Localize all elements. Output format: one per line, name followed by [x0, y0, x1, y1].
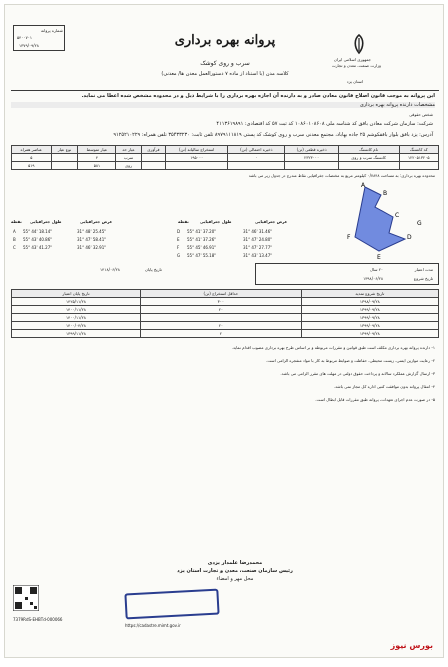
- qr-code-icon: [13, 585, 39, 611]
- schedule-header: [12, 290, 439, 298]
- mineral-table-header: [12, 146, 439, 154]
- validity-duration-value: ۲۰ سال: [369, 267, 383, 272]
- cell: ۴: [78, 154, 116, 162]
- col-header: کد کانسنگ: [399, 146, 439, 154]
- seal-caption: محل مهر و امضاء: [216, 576, 254, 582]
- coord-header-lon: طول جغرافیایی: [200, 219, 232, 224]
- coord-lat: 31° 47' 58.41": [77, 237, 107, 242]
- coord-header-point: نقطه: [11, 219, 22, 224]
- cell: سرب: [116, 154, 141, 162]
- cell: ۱۳۹۹/۰۹/۲۸: [301, 314, 438, 322]
- serial-value: ۵۴۰۰۷۰۱: [17, 35, 33, 40]
- cell: [51, 154, 78, 162]
- cell: ۲۰: [140, 322, 301, 330]
- ministry-line1: جمهوری اسلامی ایران: [333, 57, 371, 62]
- area-note: محدوده بهره برداری: به مساحت ۰/۷۸۴۸ کیلومتر مربع به مختصات جغرافیایی نقاط مندرج در جدول زیر می باشد: [248, 173, 435, 178]
- coord-point: D: [177, 229, 181, 234]
- schedule-table: [11, 289, 439, 338]
- verify-url[interactable]: https://cadastre.mimt.gov.ir: [125, 623, 181, 628]
- col-header: حداقل استخراج (تن): [140, 290, 301, 298]
- coord-lat: 31° 47' 24.80": [243, 237, 273, 242]
- coord-point: G: [177, 253, 181, 258]
- cell: [338, 162, 399, 170]
- condition-item: ۴- انتقال پروانه بدون موافقت کتبی اداره کل مجاز نمی باشد.: [333, 384, 435, 389]
- province: استان یزد: [346, 79, 363, 84]
- cell: ۲۰: [140, 306, 301, 314]
- validity-start-label: تاریخ شروع: [413, 276, 433, 281]
- page-title: پروانه بهره برداری: [174, 33, 276, 48]
- cell: ۱۴۲۵/۱۱/۲۸: [12, 298, 141, 306]
- area-map: [335, 181, 431, 261]
- col-header: تاریخ شروع تمدید: [301, 290, 438, 298]
- cell: ۱۴۰۰/۱۱/۲۸: [12, 306, 141, 314]
- condition-item: ۳- ارسال گزارش عملکرد سالانه و پرداخت حقوق دولتی در مهلت های مقرر الزامی می باشد.: [280, 371, 435, 376]
- cell: ۰: [228, 154, 285, 162]
- deposit-name: سرب و روی کوشک: [200, 60, 250, 67]
- address-line: آدرس: یزد بافق بلوار بافقکوشم ۲۵ جاده بهاباد، مجتمع معدنی سرب و روی کوشک کد پستی ۸۹۷۹۱۱۱۸۱۹ تلفن ثابت: ۳۵۴۳۳۲۳۰ تلفن همراه: ۹۱۲۵۲۱۰۲۲۹: [113, 132, 433, 138]
- cell: کانسنگ سرب و روی: [338, 154, 399, 162]
- condition-item: ۵- در صورت عدم اجرای تعهدات، پروانه طبق مقررات قابل ابطال است.: [315, 397, 435, 402]
- license-document: [4, 4, 444, 658]
- cell: [166, 162, 228, 170]
- emblem-icon: [348, 33, 370, 55]
- legal-entity-tag: شخص حقوقی: [409, 112, 433, 117]
- col-header: عیار متوسط: [78, 146, 116, 154]
- coord-point: A: [13, 229, 16, 234]
- signer-title: رئیس سازمان صنعت، معدن و تجارت استان یزد: [177, 568, 293, 574]
- cell: ۲: [140, 330, 301, 338]
- validity-duration-label: مدت اعتبار: [414, 267, 433, 272]
- signer-name: محمدرضا علمدار یزدی: [207, 560, 263, 566]
- mineral-table: [11, 145, 439, 170]
- barcode-id: 7379RdS-EHBTd-000066: [13, 617, 63, 622]
- map-point-label: B: [383, 190, 388, 197]
- coord-point: E: [177, 237, 180, 242]
- conditions-block: [11, 345, 435, 410]
- map-point-label: D: [407, 234, 412, 241]
- cell: ۳۰۰: [140, 298, 301, 306]
- cell: [51, 162, 78, 170]
- concession-polygon: [355, 187, 405, 251]
- col-header: نوع عیار: [51, 146, 78, 154]
- issue-date: ۱۳۷۹/۰۹/۲۸: [19, 43, 39, 48]
- cell: [285, 162, 338, 170]
- cell: ۱۲۲۰۵۱۳۲۰۵: [399, 154, 439, 162]
- classification: کلاسه مدن (با استناد از ماده ۷ دستورالعمل معدن ها/ معدنی): [161, 71, 289, 77]
- cell: [228, 162, 285, 170]
- watermark-logo: بورس نیوز: [390, 641, 433, 650]
- coord-lat: 31° 46' 31.46": [243, 229, 273, 234]
- validity-box: [255, 263, 439, 285]
- coord-lon: 55° 43' 41.27": [23, 245, 53, 250]
- table-row: [12, 306, 439, 314]
- map-point-label: A: [361, 182, 366, 189]
- owner-heading: مشخصات دارنده پروانه بهره برداری: [11, 102, 435, 108]
- coord-lat: 31° 47' 27.77": [243, 245, 273, 250]
- cell: ۱۳۹۹/۰۹/۲۸: [301, 322, 438, 330]
- company-line: شرکت: سازمان شرکت معادن باقق کد شناسه ملی ۱۰۸۶۰۱۰۸۶۰۸ کد ثبت ۵۷ کد اقتصادی: ۴۱۱۳۶۱۹۸۹۱: [216, 121, 433, 127]
- coord-lat: 31° 43' 13.47": [243, 253, 273, 258]
- col-header: عیار حد: [116, 146, 141, 154]
- table-row: [12, 330, 439, 338]
- cell: ۱۳۹۹/۰۹/۲۸: [301, 330, 438, 338]
- coord-header-lat: عرض جغرافیایی: [255, 219, 288, 224]
- intro-text: این پروانه به موجب قانون اصلاح قانون معادن صادر و به دارنده آن اجازه بهره برداری را با شرایط ذیل و در محدوده مشخص شده اعطا می نماید.: [81, 93, 435, 99]
- cell: ۱۳۹۹/۱۱/۲۸: [12, 330, 141, 338]
- table-row: [12, 322, 439, 330]
- serial-label: شماره پروانه: [41, 28, 63, 33]
- col-header: ذخیره قطعی (تن): [285, 146, 338, 154]
- condition-item: ۲- رعایت موازین ایمنی، زیست محیطی، حفاظت و ضوابط مربوط به کار با مواد منفجره الزامی است.: [266, 358, 435, 363]
- coord-point: C: [13, 245, 16, 250]
- col-header: ذخیره احتمالی (تن): [228, 146, 285, 154]
- cell: ۱۳۹۸/۰۹/۲۸: [301, 298, 438, 306]
- coord-lat: 31° 48' 25.45": [77, 229, 107, 234]
- cell: [399, 162, 439, 170]
- map-point-label: C: [395, 212, 400, 219]
- cell: ۱۳۹۹/۰۹/۲۸: [301, 306, 438, 314]
- col-header: استخراج سالیانه (تن): [166, 146, 228, 154]
- cell: ۱۹۵۰۰۰: [166, 154, 228, 162]
- cell: ۱۴۰۰/۱۱/۲۸: [12, 314, 141, 322]
- table-row: [12, 154, 439, 162]
- coord-lon: 55° 41' 37.20": [187, 229, 217, 234]
- table-row: [12, 162, 439, 170]
- col-header: فرآوری: [141, 146, 166, 154]
- cell: [140, 314, 301, 322]
- coord-header-point: نقطه: [178, 219, 189, 224]
- divider: [11, 90, 439, 91]
- map-point-label: F: [347, 234, 351, 241]
- coord-point: F: [177, 245, 180, 250]
- coord-header-lat: عرض جغرافیایی: [80, 219, 113, 224]
- coord-point: B: [13, 237, 16, 242]
- coord-lon: 55° 41' 37.26": [187, 237, 217, 242]
- validity-end-value: ۱۴۱۸/۰۶/۲۸: [100, 267, 120, 272]
- validity-end-label: تاریخ پایان: [145, 267, 162, 272]
- coord-lon: 55° 44' 18.14": [23, 229, 53, 234]
- cell: روی: [116, 162, 141, 170]
- official-stamp: [124, 589, 219, 620]
- condition-item: ۱- دارنده پروانه بهره برداری مکلف است طبق قوانین و مقررات مربوطه و بر اساس طرح بهره برداری مصوب اقدام نماید.: [231, 345, 435, 350]
- ministry-line2: وزارت صنعت، معدن و تجارت: [331, 63, 381, 68]
- coord-lon: 55° 43' 40.86": [23, 237, 53, 242]
- col-header: تاریخ پایان اعتبار: [12, 290, 141, 298]
- cell: [141, 154, 166, 162]
- table-row: [12, 298, 439, 306]
- map-point-label: E: [377, 254, 381, 261]
- cell: [141, 162, 166, 170]
- cell: ۵۸۱: [78, 162, 116, 170]
- coord-lon: 55° 47' 55.18": [187, 253, 217, 258]
- cell: ۵۱۹: [12, 162, 52, 170]
- cell: ۱۴۰۰/۰۴/۲۸: [12, 322, 141, 330]
- col-header: نام کانسنگ: [338, 146, 399, 154]
- map-point-label: G: [417, 220, 422, 227]
- coord-header-lon: طول جغرافیایی: [30, 219, 62, 224]
- validity-start-value: ۱۳۹۸/۰۶/۲۸: [363, 276, 383, 281]
- cell: ۲۳۲۳۰۰۰: [285, 154, 338, 162]
- coord-lat: 31° 46' 32.91": [77, 245, 107, 250]
- table-row: [12, 314, 439, 322]
- cell: ۵: [12, 154, 52, 162]
- col-header: عناصر همراه: [12, 146, 52, 154]
- coord-lon: 55° 45' 46.91": [187, 245, 217, 250]
